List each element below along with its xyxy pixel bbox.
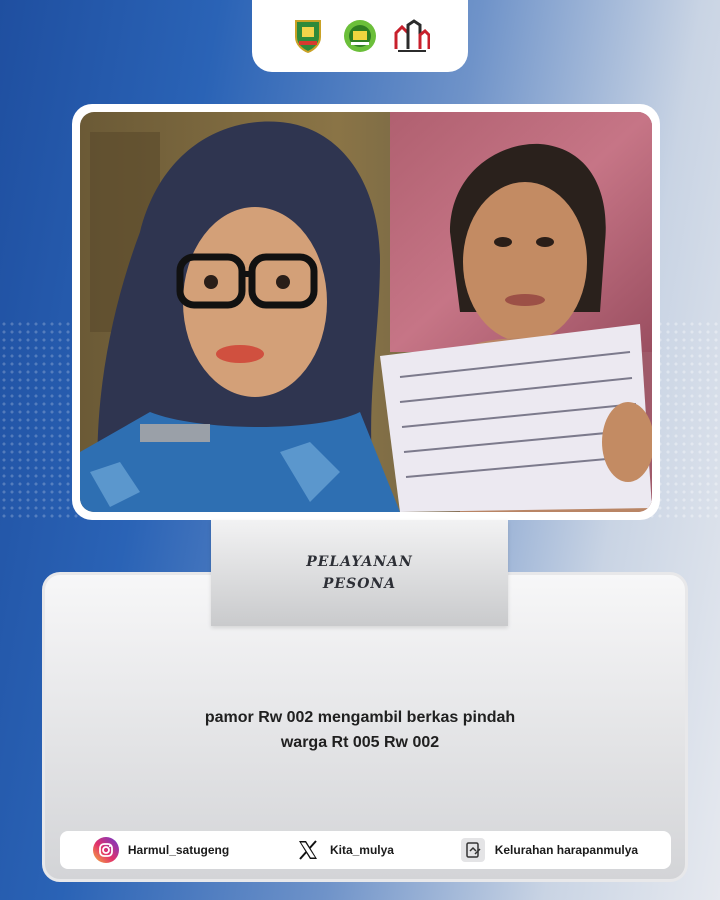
kelurahan-building-icon bbox=[394, 18, 430, 54]
decorative-dots-left bbox=[0, 320, 80, 520]
title-line-1: PELAYANAN bbox=[306, 554, 413, 570]
description bbox=[60, 705, 660, 755]
instagram-icon bbox=[93, 837, 119, 863]
crest-icon bbox=[290, 18, 326, 54]
title-box bbox=[211, 520, 508, 626]
social-x[interactable] bbox=[295, 837, 394, 863]
social-instagram[interactable] bbox=[93, 837, 229, 863]
description-line-2: warga Rt 005 Rw 002 bbox=[280, 734, 440, 751]
x-handle: Kita_mulya bbox=[329, 843, 394, 857]
photo-two-women-holding-document bbox=[80, 112, 652, 512]
x-icon bbox=[295, 837, 321, 863]
title-line-2: PESONA bbox=[322, 576, 397, 592]
web-handle: Kelurahan harapanmulya bbox=[494, 843, 639, 857]
logo-bar bbox=[252, 0, 468, 72]
social-web[interactable] bbox=[460, 837, 638, 863]
instagram-handle: Harmul_satugeng bbox=[127, 843, 230, 857]
social-bar bbox=[60, 831, 671, 869]
green-seal-icon bbox=[342, 18, 378, 54]
photo-frame bbox=[72, 104, 660, 520]
web-icon bbox=[460, 837, 486, 863]
description-line-1: pamor Rw 002 mengambil berkas pindah bbox=[204, 709, 516, 726]
